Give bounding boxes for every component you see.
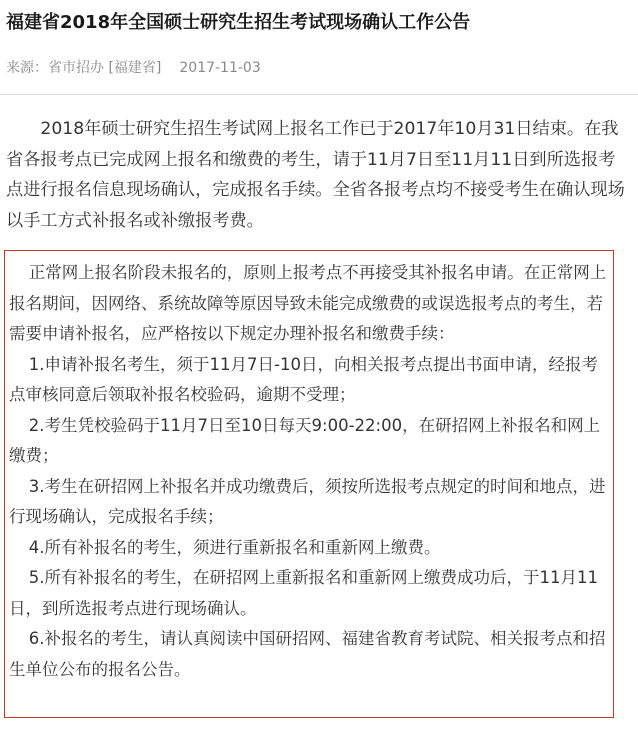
rule-item-3: 3.考生在研招网上补报名并成功缴费后，须按所选报考点规定的时间和地点，进行现场确认，完成报名手续； <box>9 476 606 526</box>
intro-paragraph: 2018年硕士研究生招生考试网上报名工作已于2017年10月31日结束。在我省各报考点已完成网上报名和缴费的考生，请于11月7日至11月11日到所选报考点进行报名信息现场确认，完成报名手续。全省各报考点均不接受考生在确认现场以手工方式补报名或补缴报考费。 <box>6 119 625 231</box>
article-title: 福建省2018年全国硕士研究生招生考试现场确认工作公告 <box>6 12 471 33</box>
source-label: 来源： <box>6 60 48 76</box>
highlighted-rules-box <box>4 250 614 718</box>
header-divider <box>0 94 638 95</box>
rules-paragraph-intro: 正常网上报名阶段未报名的，原则上报考点不再接受其补报名申请。在正常网上报名期间，因网络、系统故障等原因导致未能完成缴费的或误选报考点的考生，若需要申请补报名，应严格按以下规定办理补报名和缴费手续： <box>9 263 607 343</box>
rule-item-4: 4.所有补报名的考生，须进行重新报名和重新网上缴费。 <box>28 537 441 557</box>
publish-date: 2017-11-03 <box>179 60 261 76</box>
article-meta <box>6 57 261 77</box>
rule-item-5: 5.所有补报名的考生，在研招网上重新报名和重新网上缴费成功后，于11月11日，到所选报考点进行现场确认。 <box>9 568 599 618</box>
rule-item-6: 6.补报名的考生，请认真阅读中国研招网、福建省教育考试院、相关报考点和招生单位公布的报名公告。 <box>9 629 606 679</box>
source-link[interactable]: 省市招办 [福建省] <box>48 60 162 76</box>
rule-item-2: 2.考生凭校验码于11月7日至10日每天9:00-22:00，在研招网上补报名和网上缴费； <box>9 415 601 465</box>
rule-item-1: 1.申请补报名考生，须于11月7日-10日，向相关报考点提出书面申请，经报考点审核同意后领取补报名校验码，逾期不受理； <box>9 354 598 404</box>
